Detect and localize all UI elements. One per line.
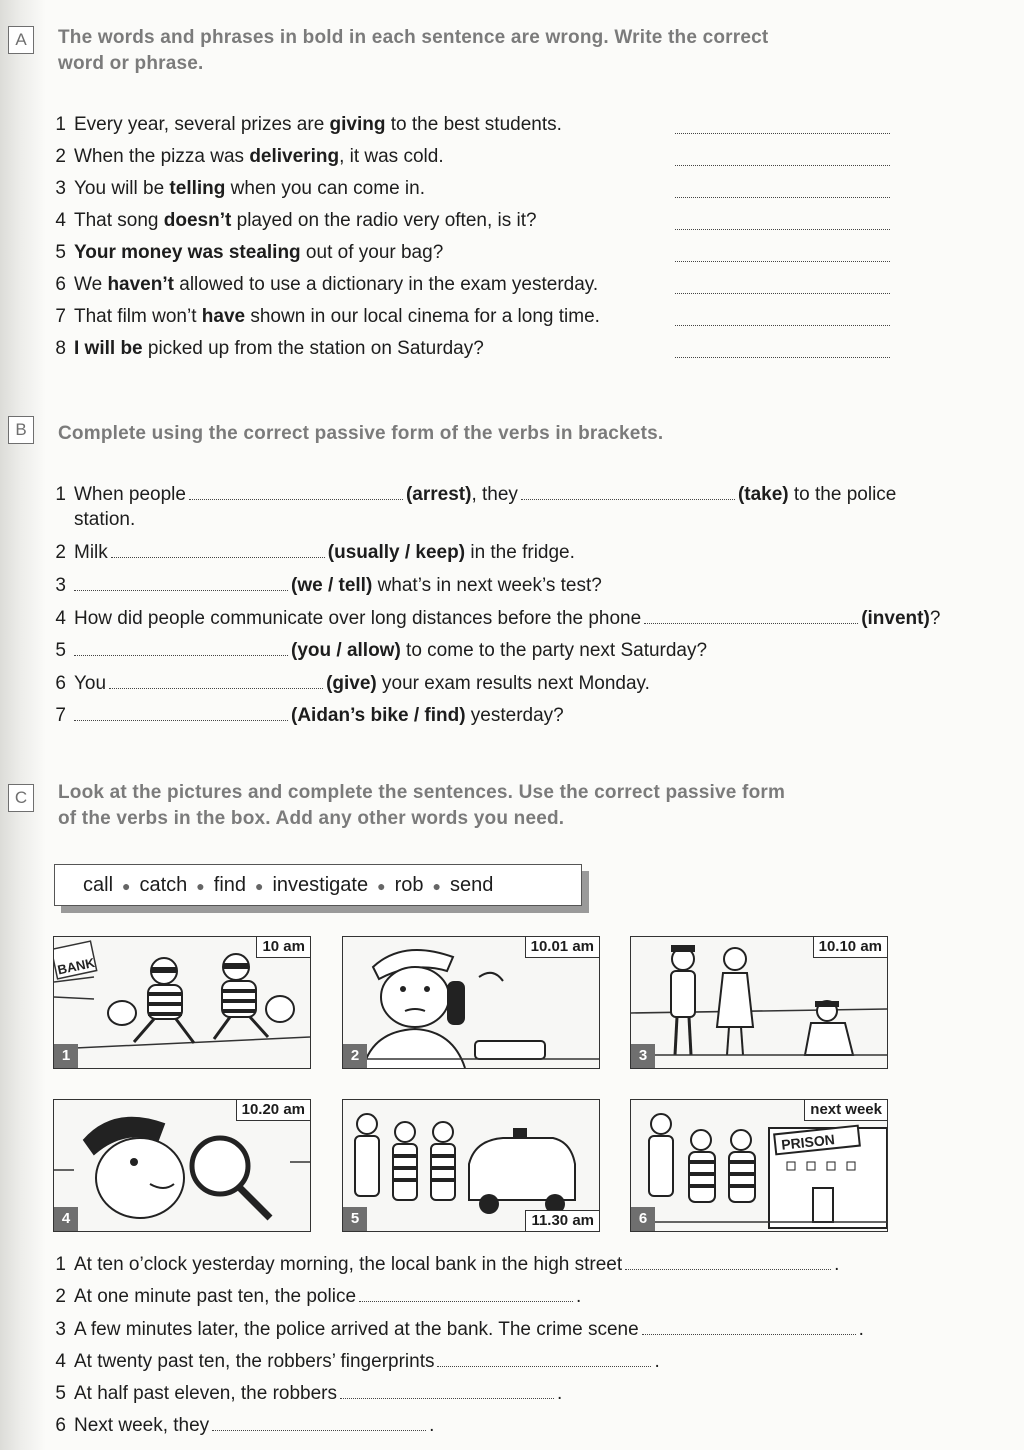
section-a-instruction (58, 25, 768, 77)
item-number: 3 (55, 178, 66, 199)
page-binding-shadow (0, 0, 46, 1450)
picture-number: 1 (54, 1044, 78, 1068)
sentence: (we / tell) what’s in next week’s test? (74, 575, 602, 597)
section-a-label: A (8, 26, 34, 54)
item-number: 1 (55, 1254, 66, 1275)
sentence: Every year, several prizes are giving to the best students. (74, 114, 562, 135)
bullet-separator: ● (377, 877, 386, 894)
picture-number: 5 (343, 1207, 367, 1231)
sentence: How did people communicate over long distances before the phone (invent)? (74, 608, 941, 629)
item-number: 4 (55, 210, 66, 231)
sentence: (you / allow) to come to the party next Saturday? (74, 640, 707, 662)
answer-line-a3[interactable] (675, 185, 890, 198)
answer-line-a6[interactable] (675, 281, 890, 294)
word: call (83, 874, 114, 896)
blank[interactable] (74, 706, 288, 721)
item-number: 4 (55, 1351, 66, 1372)
item-number: 2 (55, 542, 66, 563)
picture-time-label: 10 am (256, 937, 310, 958)
picture-3-crime-scene (630, 936, 888, 1069)
answer-line-a8[interactable] (675, 345, 890, 358)
section-b-instruction: Complete using the correct passive form of the verbs in brackets. (58, 423, 664, 444)
picture-number: 2 (343, 1044, 367, 1068)
word: find (213, 874, 247, 896)
item-number: 8 (55, 338, 66, 359)
blank[interactable] (521, 485, 735, 500)
item-number: 5 (55, 242, 66, 263)
answer-line-a2[interactable] (675, 153, 890, 166)
word: send (449, 874, 494, 896)
blank[interactable] (644, 609, 858, 624)
picture-time-label: 10.10 am (813, 937, 887, 958)
section-c-label: C (8, 784, 34, 812)
sentence: Next week, they . (74, 1415, 435, 1436)
sentence: (Aidan’s bike / find) yesterday? (74, 705, 564, 727)
blank[interactable] (625, 1255, 831, 1270)
blank[interactable] (642, 1320, 856, 1335)
sentence: At half past eleven, the robbers . (74, 1383, 563, 1404)
picture-number: 4 (54, 1207, 78, 1231)
answer-line-a1[interactable] (675, 121, 890, 134)
item-number: 5 (55, 1383, 66, 1404)
word: rob (394, 874, 424, 896)
answer-line-a4[interactable] (675, 217, 890, 230)
picture-number: 6 (631, 1207, 655, 1231)
picture-time-label: 10.20 am (236, 1100, 310, 1121)
word-box (54, 864, 582, 906)
sentence: Milk (usually / keep) in the fridge. (74, 542, 575, 563)
sentence: You (give) your exam results next Monday. (74, 673, 650, 694)
blank[interactable] (340, 1384, 554, 1399)
blank[interactable] (189, 485, 403, 500)
picture-time-label: 11.30 am (525, 1210, 599, 1231)
picture-1-bank-robbery (53, 936, 311, 1069)
section-b-label: B (8, 416, 34, 444)
sentence: Your money was stealing out of your bag? (74, 242, 444, 263)
sentence: At one minute past ten, the police . (74, 1286, 582, 1307)
item-number: 4 (55, 608, 66, 629)
section-c-instruction-line2: of the verbs in the box. Add any other words you need. (58, 808, 565, 829)
blank[interactable] (359, 1287, 573, 1302)
sentence: At ten o’clock yesterday morning, the local bank in the high street . (74, 1254, 840, 1275)
blank[interactable] (109, 674, 323, 689)
item-number: 1 (55, 484, 66, 505)
sentence: At twenty past ten, the robbers’ fingerprints . (74, 1351, 660, 1372)
section-c-instruction-line1: Look at the pictures and complete the sentences. Use the correct passive form (58, 782, 786, 803)
item-number: 3 (55, 1319, 66, 1340)
answer-line-a5[interactable] (675, 249, 890, 262)
sentence: That film won’t have shown in our local cinema for a long time. (74, 306, 600, 327)
sentence: We haven’t allowed to use a dictionary in the exam yesterday. (74, 274, 599, 295)
sentence: I will be picked up from the station on Saturday? (74, 338, 484, 359)
item-number: 2 (55, 146, 66, 167)
item-number: 6 (55, 673, 66, 694)
svg-text:PRISON: PRISON (780, 1131, 836, 1153)
item-number: 1 (55, 114, 66, 135)
item-number: 5 (55, 640, 66, 661)
bullet-separator: ● (196, 877, 205, 894)
item-number: 6 (55, 1415, 66, 1436)
picture-number: 3 (631, 1044, 655, 1068)
picture-4-detective (53, 1099, 311, 1232)
item-number: 3 (55, 575, 66, 596)
sentence: You will be telling when you can come in. (74, 178, 425, 199)
picture-5-arrest (342, 1099, 600, 1232)
word: investigate (272, 874, 369, 896)
item-number: 7 (55, 705, 66, 726)
item-number: 7 (55, 306, 66, 327)
blank[interactable] (74, 576, 288, 591)
bullet-separator: ● (432, 877, 441, 894)
sentence-continuation: station. (74, 509, 136, 530)
item-number: 2 (55, 1286, 66, 1307)
blank[interactable] (74, 641, 288, 656)
svg-text:BANK: BANK (56, 954, 97, 978)
sentence: When the pizza was delivering, it was cold. (74, 146, 444, 167)
section-c-instruction (58, 780, 785, 832)
item-number: 6 (55, 274, 66, 295)
sentence: A few minutes later, the police arrived at the bank. The crime scene . (74, 1319, 864, 1340)
bullet-separator: ● (255, 877, 264, 894)
picture-time-label: next week (804, 1100, 887, 1121)
bullet-separator: ● (122, 877, 131, 894)
blank[interactable] (437, 1352, 651, 1367)
sentence: That song doesn’t played on the radio very often, is it? (74, 210, 537, 231)
answer-line-a7[interactable] (675, 313, 890, 326)
blank[interactable] (111, 543, 325, 558)
blank[interactable] (212, 1416, 426, 1431)
sentence: When people (arrest), they (take) to the police (74, 484, 897, 505)
section-a-instruction-line1: The words and phrases in bold in each sentence are wrong. Write the correct (58, 27, 769, 48)
picture-time-label: 10.01 am (525, 937, 599, 958)
picture-6-prison (630, 1099, 888, 1232)
word: catch (139, 874, 188, 896)
picture-2-police-phone (342, 936, 600, 1069)
section-a-instruction-line2: word or phrase. (58, 53, 204, 74)
